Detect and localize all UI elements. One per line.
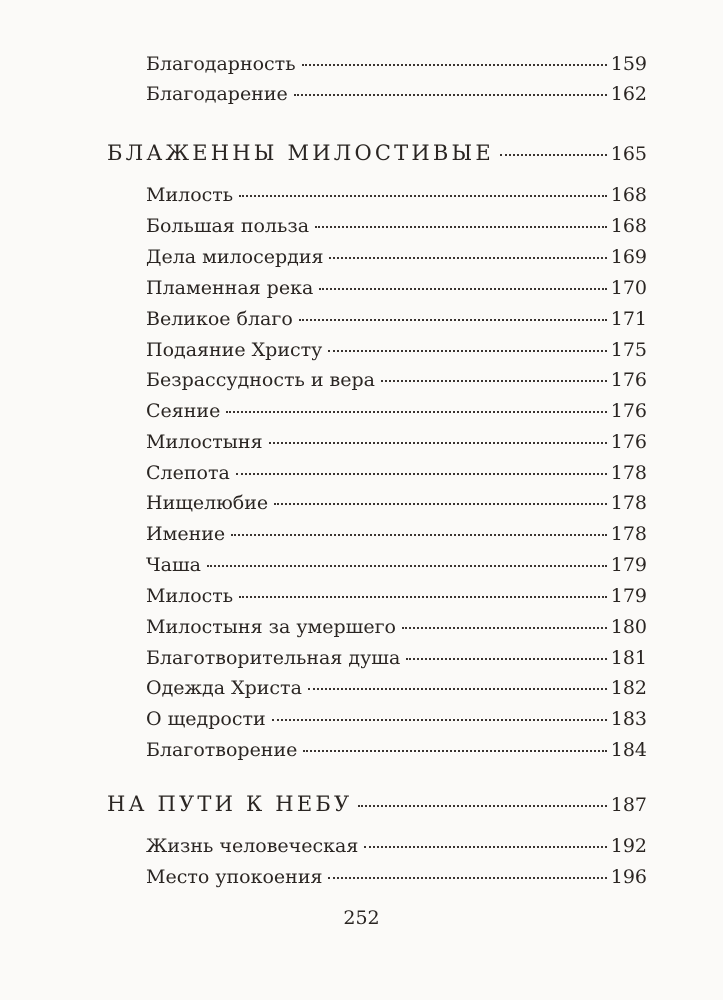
toc-entry-title: Большая польза: [146, 215, 310, 237]
toc-section-heading: [107, 141, 647, 171]
toc-entry: [146, 431, 647, 461]
dot-leader: [381, 380, 607, 382]
toc-entry: [146, 523, 647, 553]
page-number: 252: [343, 907, 380, 929]
toc-entry: [146, 308, 647, 338]
toc-entry-title: Благодарность: [146, 53, 296, 75]
toc-entry-title: Великое благо: [146, 308, 293, 330]
toc-entry-title: Милостыня: [146, 431, 263, 453]
toc-entry-page: 180: [610, 616, 647, 638]
toc-entry-page: 168: [610, 215, 647, 237]
toc-entry-page: 162: [610, 83, 647, 105]
toc-entry-page: 169: [610, 246, 647, 268]
toc-entry-page: 183: [610, 708, 647, 730]
toc-entry-page: 170: [610, 277, 647, 299]
dot-leader: [406, 658, 606, 660]
toc-entry-title: Слепота: [146, 462, 230, 484]
toc-entry-page: 182: [610, 677, 647, 699]
dot-leader: [207, 565, 607, 567]
toc-entry-title: Имение: [146, 523, 226, 545]
dot-leader: [269, 442, 607, 444]
dot-leader: [500, 154, 607, 156]
dot-leader: [364, 846, 606, 848]
dot-leader: [308, 688, 607, 690]
toc-entry-page: 192: [610, 835, 647, 857]
dot-leader: [328, 877, 606, 879]
toc-entry: [146, 708, 647, 738]
dot-leader: [315, 226, 607, 228]
dot-leader: [358, 805, 606, 807]
toc-entry-page: 176: [610, 400, 647, 422]
toc-entry-title: Одежда Христа: [146, 677, 302, 699]
toc-entry-title: Благодарение: [146, 83, 288, 105]
toc-entry-page: 176: [610, 369, 647, 391]
toc-entry-page: 196: [610, 866, 647, 888]
toc-section-heading: [107, 792, 647, 822]
toc-entry-title: Милость: [146, 585, 234, 607]
dot-leader: [236, 473, 607, 475]
toc-entry: [146, 215, 647, 245]
toc-entry-title: Чаша: [146, 554, 202, 576]
toc-entry-page: 181: [610, 647, 647, 669]
dot-leader: [231, 534, 607, 536]
toc-entry-title: Благотворительная душа: [146, 647, 401, 669]
toc-entry: [146, 677, 647, 707]
dot-leader: [294, 94, 607, 96]
toc-entry-page: 178: [610, 523, 647, 545]
toc-entry: [146, 277, 647, 307]
toc-entry-page: 178: [610, 462, 647, 484]
toc-entry: [146, 369, 647, 399]
toc-entry: [146, 400, 647, 430]
toc-section-title: НА ПУТИ К НЕБУ: [107, 792, 353, 816]
toc-entry: [146, 462, 647, 492]
dot-leader: [302, 64, 607, 66]
dot-leader: [239, 195, 607, 197]
toc-entry: [146, 246, 647, 276]
toc-entry: [146, 83, 647, 113]
toc-entry: [146, 554, 647, 584]
toc-entry-title: Милость: [146, 184, 234, 206]
toc-entry: [146, 585, 647, 615]
toc-entry-title: Подаяние Христу: [146, 339, 323, 361]
dot-leader: [239, 596, 607, 598]
toc-section-page: 187: [610, 794, 647, 816]
toc-entry: [146, 616, 647, 646]
toc-entry: [146, 647, 647, 677]
toc-entry-page: 178: [610, 492, 647, 514]
toc-entry-page: 176: [610, 431, 647, 453]
dot-leader: [402, 627, 607, 629]
toc-entry: [146, 339, 647, 369]
toc-entry-title: Нищелюбие: [146, 492, 269, 514]
toc-entry-page: 179: [610, 585, 647, 607]
toc-entry: [146, 184, 647, 214]
toc-entry-title: Место упокоения: [146, 866, 323, 888]
dot-leader: [272, 719, 607, 721]
dot-leader: [226, 411, 606, 413]
toc-entry-page: 175: [610, 339, 647, 361]
toc-entry-title: Милостыня за умершего: [146, 616, 396, 638]
toc-section-title: БЛАЖЕННЫ МИЛОСТИВЫЕ: [107, 141, 494, 165]
toc-entry-title: Безрассудность и вера: [146, 369, 375, 391]
toc-entry-title: О щедрости: [146, 708, 266, 730]
toc-entry: [146, 835, 647, 865]
toc-entry-title: Сеяние: [146, 400, 221, 422]
dot-leader: [319, 288, 606, 290]
toc-entry: [146, 53, 647, 83]
toc-entry-page: 184: [610, 739, 647, 761]
toc-entry: [146, 866, 647, 896]
dot-leader: [274, 503, 607, 505]
toc-entry-page: 159: [610, 53, 647, 75]
toc-entry-title: Дела милосердия: [146, 246, 324, 268]
toc-entry-title: Благотворение: [146, 739, 298, 761]
toc-entry-page: 168: [610, 184, 647, 206]
dot-leader: [299, 319, 607, 321]
toc-entry: [146, 739, 647, 769]
dot-leader: [329, 257, 606, 259]
toc-entry-page: 179: [610, 554, 647, 576]
dot-leader: [303, 750, 606, 752]
toc-entry-page: 171: [610, 308, 647, 330]
toc-section-page: 165: [610, 143, 647, 165]
dot-leader: [328, 350, 606, 352]
toc-entry: [146, 492, 647, 522]
toc-entry-title: Пламенная река: [146, 277, 314, 299]
toc-entry-title: Жизнь человеческая: [146, 835, 359, 857]
